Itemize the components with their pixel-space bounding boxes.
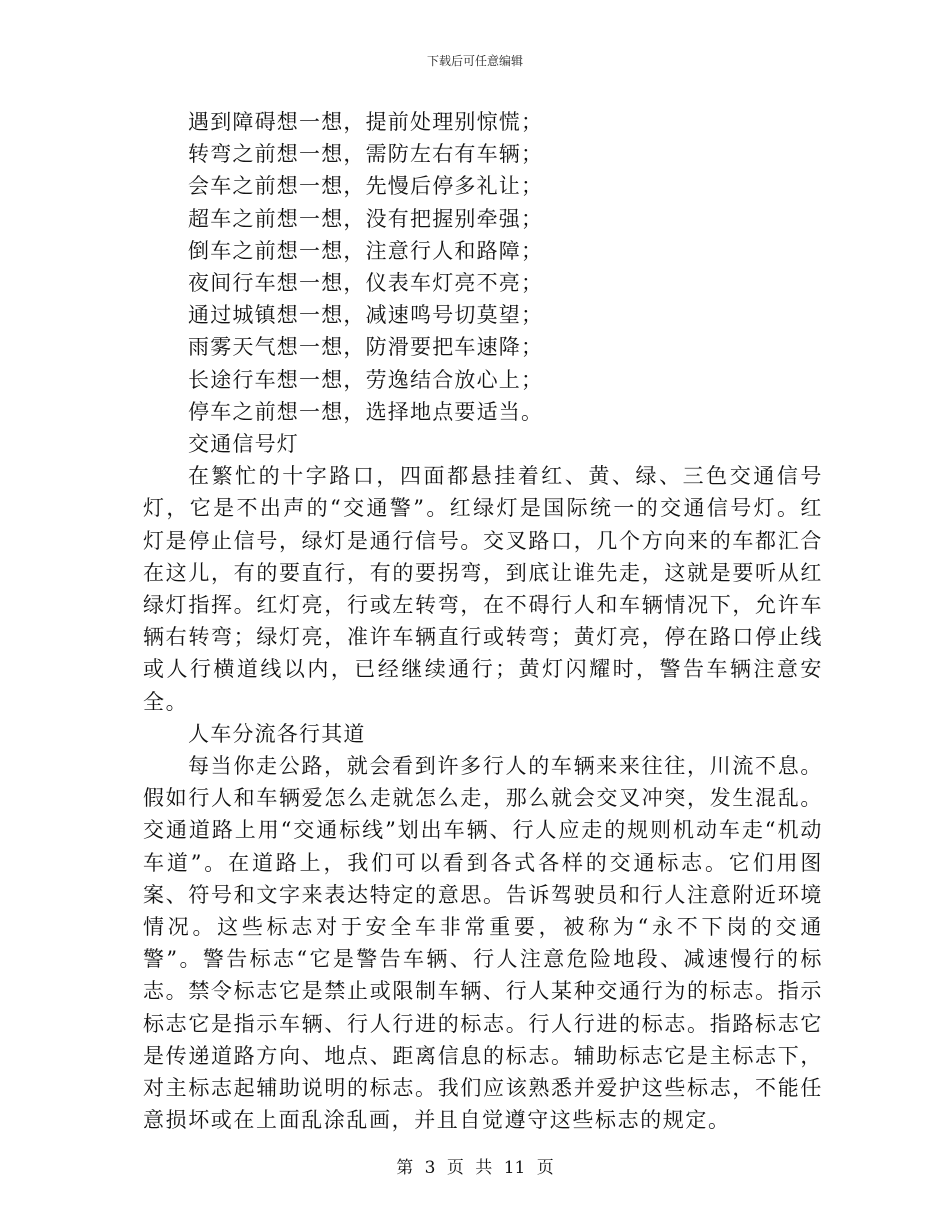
verse-line: 停车之前想一想，选择地点要适当。 <box>188 399 544 424</box>
verse-line: 遇到障碍想一想，提前处理别惊慌； <box>188 110 544 134</box>
document-body <box>143 106 823 1137</box>
verse-line: 超车之前想一想，没有把握别牵强； <box>188 206 544 231</box>
page-number: 第 3 页 共 11 页 <box>396 1158 554 1178</box>
page-header: 下载后可任意编辑 <box>426 54 523 68</box>
section-body-traffic-lights: 在繁忙的十字路口，四面都悬挂着红、黄、绿、三色交通信号灯，它是不出声的“交通警”。红绿灯是国际统一的交通信号灯。红灯是停止信号，绿灯是通行信号。交叉路口，几个方向来的车都汇合在这儿，有的要直行，有的要拐弯，到底让谁先走，这就是要听从红绿灯指挥。红灯亮，行或左转弯，在不碍行人和车辆情况下，允许车辆右转弯；绿灯亮，准许车辆直行或转弯；黄灯亮，停在路口停止线或人行横道线以内，已经继续通行；黄灯闪耀时，警告车辆注意安全。 <box>143 464 823 714</box>
verse-list <box>143 106 823 428</box>
section-heading-traffic-lights: 交通信号灯 <box>188 432 299 457</box>
verse-line: 会车之前想一想，先慢后停多礼让； <box>188 174 544 199</box>
section-body-pedestrian-vehicle: 每当你走公路，就会看到许多行人的车辆来来往往，川流不息。假如行人和车辆爱怎么走就怎么走，那么就会交叉冲突，发生混乱。交通道路上用“交通标线”划出车辆、行人应走的规则机动车走“机动车道”。在道路上，我们可以看到各式各样的交通标志。它们用图案、符号和文字来表达特定的意思。告诉驾驶员和行人注意附近环境情况。这些标志对于安全车非常重要，被称为“永不下岗的交通警”。警告标志“它是警告车辆、行人注意危险地段、减速慢行的标志。禁令标志它是禁止或限制车辆、行人某种交通行为的标志。指示标志它是指示车辆、行人行进的标志。行人行进的标志。指路标志它是传递道路方向、地点、距离信息的标志。辅助标志它是主标志下，对主标志起辅助说明的标志。我们应该熟悉并爱护这些标志，不能任意损坏或在上面乱涂乱画，并且自觉遵守这些标志的规定。 <box>143 754 823 1133</box>
verse-line: 转弯之前想一想，需防左右有车辆； <box>188 142 544 167</box>
section-heading-pedestrian-vehicle: 人车分流各行其道 <box>188 721 366 746</box>
verse-line: 夜间行车想一想，仪表车灯亮不亮； <box>188 271 544 296</box>
verse-line: 倒车之前想一想，注意行人和路障； <box>188 238 544 263</box>
verse-line: 长途行车想一想，劳逸结合放心上； <box>188 367 544 392</box>
verse-line: 雨雾天气想一想，防滑要把车速降； <box>188 335 544 360</box>
verse-line: 通过城镇想一想，减速鸣号切莫望； <box>188 303 544 328</box>
